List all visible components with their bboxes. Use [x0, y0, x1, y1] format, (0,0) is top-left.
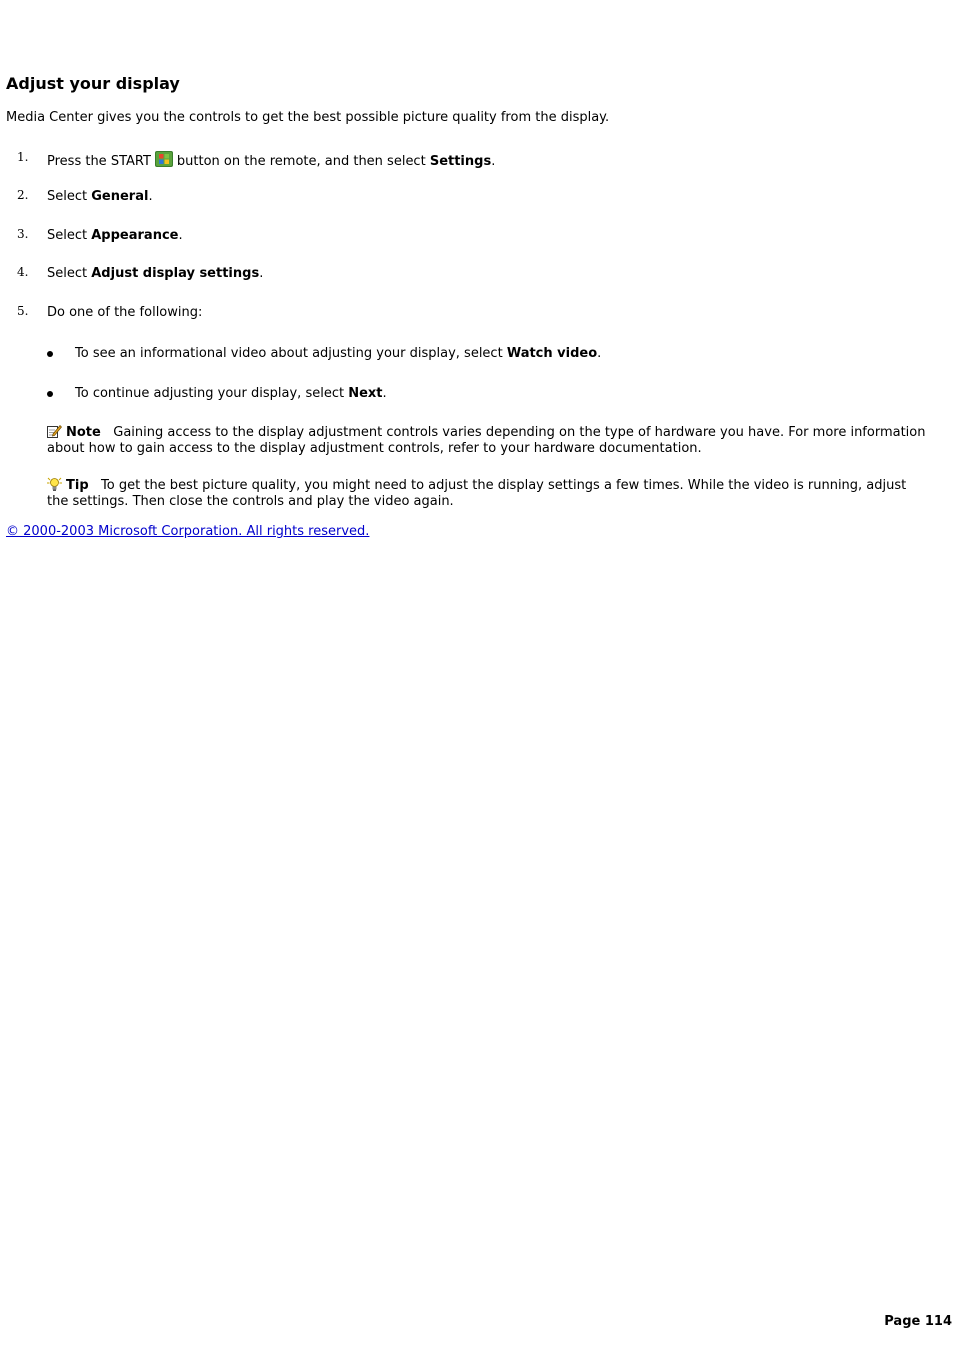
intro-paragraph: Media Center gives you the controls to get the best possible picture quality from the display. — [6, 110, 610, 125]
bullet-text-pre: To see an informational video about adjusting your display, select — [75, 346, 503, 361]
step-bold: Adjust display settings — [91, 266, 260, 281]
step-number: 4. — [17, 265, 29, 279]
tip-text: To get the best picture quality, you might need to adjust the display settings a few times. While the video is running, adjust the settings. Then close the controls and play the video again. — [47, 478, 907, 509]
step-text — [47, 266, 263, 281]
step-text-pre: Select — [47, 228, 88, 243]
bullet-bold: Watch video — [506, 346, 598, 361]
lightbulb-icon — [47, 477, 62, 491]
step-text — [47, 189, 153, 204]
step-text-post: . — [491, 154, 496, 169]
note-text: Gaining access to the display adjustment controls varies depending on the type of hardware you have. For more information about how to gain access to the display adjustment controls, refer to your hardware documentation. — [47, 425, 926, 456]
step-text: Do one of the following: — [47, 305, 203, 320]
windows-start-icon — [155, 151, 173, 167]
page-title: Adjust your display — [6, 74, 180, 93]
note-box — [47, 424, 927, 457]
bullet-text — [75, 386, 387, 401]
step-text-post: . — [178, 228, 183, 243]
bullet-dot — [47, 351, 53, 357]
step-text-pre: Press the START — [47, 154, 151, 169]
step-text-mid: button on the remote, and then select — [176, 154, 426, 169]
bullet-text-post: . — [597, 346, 602, 361]
copyright-link[interactable]: © 2000-2003 Microsoft Corporation. All rights reserved. — [6, 524, 370, 539]
step-text-pre: Select — [47, 266, 88, 281]
step-bold: Settings — [429, 154, 492, 169]
tip-label: Tip — [66, 478, 89, 493]
tip-box — [47, 477, 927, 510]
bullet-text — [75, 346, 601, 361]
bullet-text-pre: To continue adjusting your display, select — [75, 386, 345, 401]
step-number: 5. — [17, 304, 29, 318]
step-text-post: . — [259, 266, 264, 281]
step-bold: General — [91, 189, 149, 204]
step-text-post: . — [148, 189, 153, 204]
step-number: 1. — [17, 150, 29, 164]
page-number: Page 114 — [884, 1314, 952, 1329]
bullet-text-post: . — [382, 386, 387, 401]
note-label: Note — [66, 425, 101, 440]
step-text — [47, 151, 495, 169]
step-number: 2. — [17, 188, 29, 202]
bullet-dot — [47, 391, 53, 397]
note-pencil-icon — [47, 424, 62, 438]
step-number: 3. — [17, 227, 29, 241]
step-text-pre: Select — [47, 189, 88, 204]
step-text — [47, 228, 183, 243]
step-bold: Appearance — [91, 228, 179, 243]
bullet-bold: Next — [348, 386, 383, 401]
